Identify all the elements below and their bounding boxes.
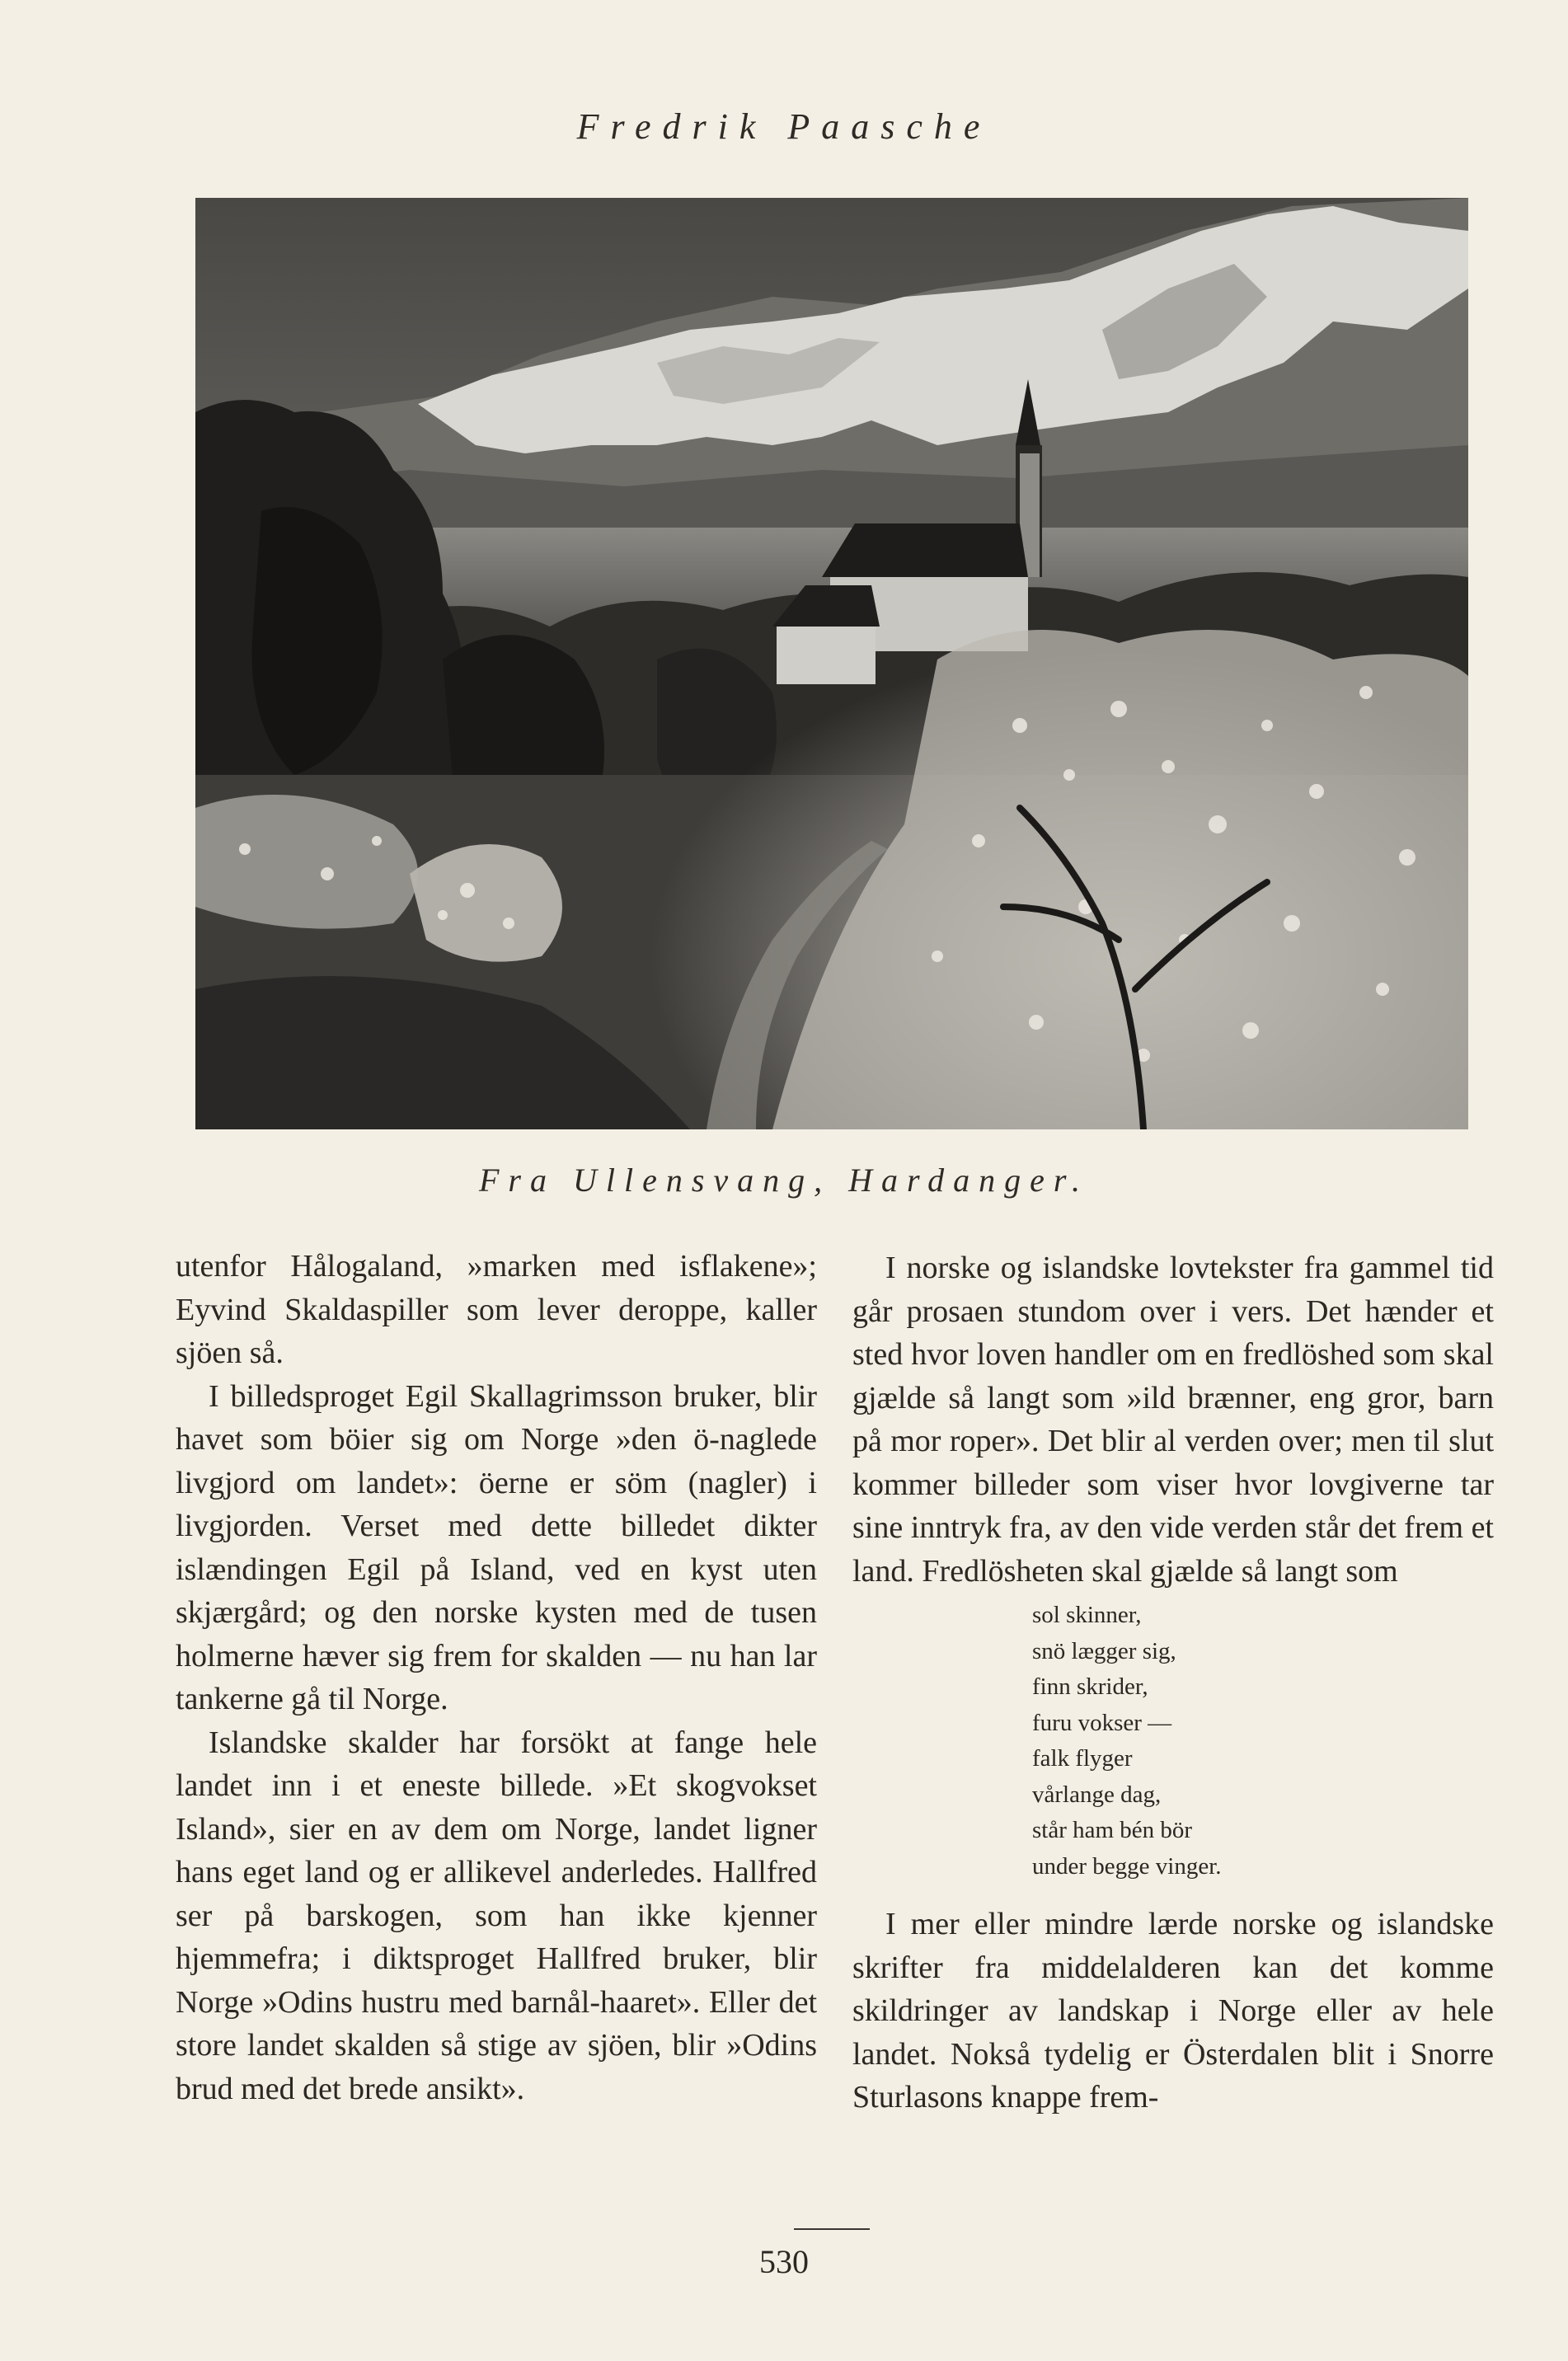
landscape-photo bbox=[195, 198, 1468, 1129]
right-column bbox=[852, 1246, 1494, 2119]
verse-line: står ham bén bör bbox=[1032, 1817, 1193, 1843]
verse-line: vårlange dag, bbox=[1032, 1781, 1162, 1808]
verse-line: sol skinner, bbox=[1032, 1602, 1142, 1628]
verse-line: under begge vinger. bbox=[1032, 1852, 1222, 1880]
paragraph: I billedsproget Egil Skallagrimsson bruker, blir havet som böier sig om Norge »den ö-naglede livgjord om landet»: öerne er söm (nagler) i livgjorden. Verset med dette billedet dikter islændingen Egil på Island, ved en kyst uten skjærgård; og den norske kysten med de tusen holmerne hæver sig frem for skalden — nu han lar tankerne gå til Norge. bbox=[176, 1378, 817, 1716]
verse-line: furu vokser — bbox=[1032, 1709, 1172, 1736]
page-number-rule bbox=[794, 2228, 870, 2230]
verse-block bbox=[1032, 1598, 1494, 1885]
photo-illustration bbox=[195, 198, 1468, 1129]
figure-caption: Fra Ullensvang, Hardanger. bbox=[478, 1162, 1090, 1199]
left-column bbox=[176, 1245, 817, 2110]
paragraph: I mer eller mindre lærde norske og islandske skrifter fra middelalderen kan det komme skildringer av landskap i Norge eller av hele landet. Nokså tydelig er Österdalen blit i Snorre Sturlasons knappe frem- bbox=[852, 1907, 1494, 2115]
verse-line: snö lægger sig, bbox=[1032, 1637, 1176, 1664]
paragraph: Islandske skalder har forsökt at fange hele landet inn i et eneste billede. »Et skogvokset Island», sier en av dem om Norge, landet ligner hans eget land og er allikevel anderledes. Hallfred ser på barskogen, som han ikke kjenner hjemmefra; i diktsproget Hallfred bruker, blir Norge »Odins hustru med barnål-haaret». Eller det store landet skalden så stige av sjöen, blir »Odins brud med det brede ansikt». bbox=[176, 1725, 817, 2106]
paragraph: utenfor Hålogaland, »marken med isflakene»; Eyvind Skaldaspiller som lever deroppe, kaller sjöen så. bbox=[176, 1249, 817, 1370]
page-number: 530 bbox=[759, 2243, 809, 2280]
verse-line: falk flyger bbox=[1032, 1745, 1133, 1772]
running-head-author: Fredrik Paasche bbox=[576, 106, 992, 147]
verse-line: finn skrider, bbox=[1032, 1673, 1148, 1700]
paragraph: I norske og islandske lovtekster fra gammel tid går prosaen stundom over i vers. Det hænder et sted hvor loven handler om en fredlöshed som skal gjælde så langt som »ild brænner, eng gror, barn på mor roper». Det blir al verden over; men til slut kommer billeder som viser hvor lovgiverne tar sine inntryk fra, av den vide verden står det frem et land. Fredlösheten skal gjælde så langt som bbox=[852, 1251, 1494, 1589]
